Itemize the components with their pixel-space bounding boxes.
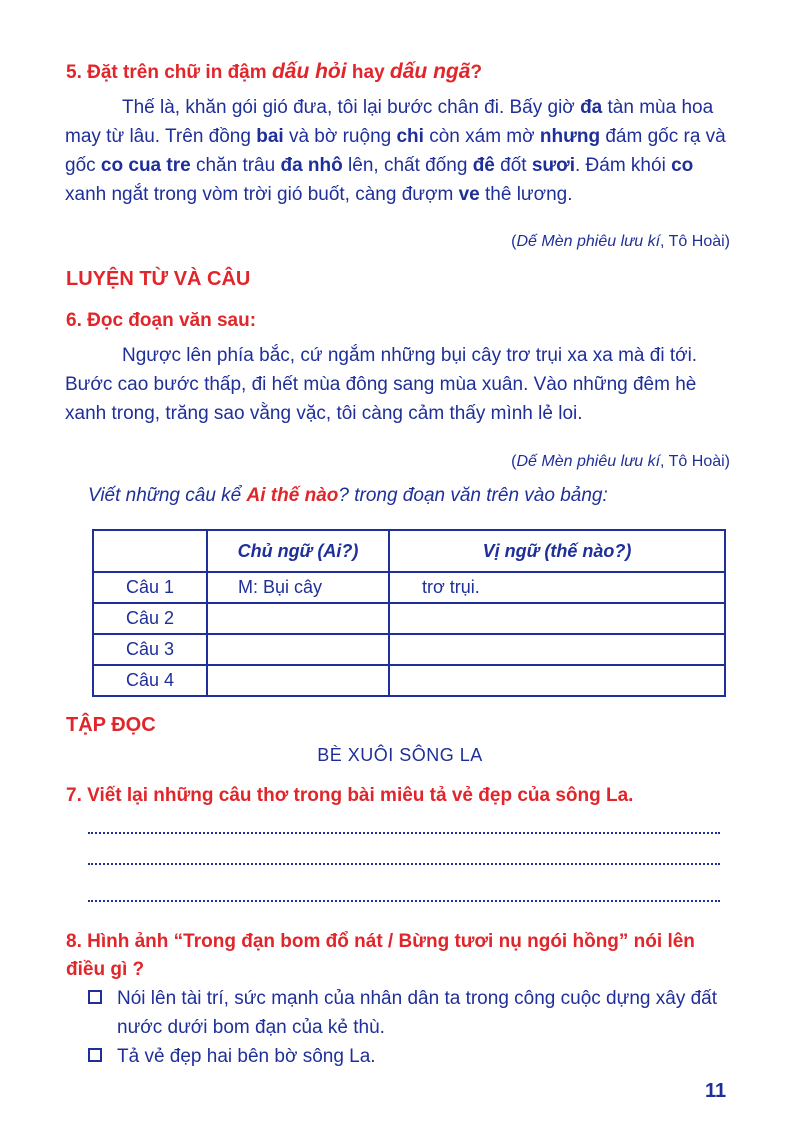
- source-author: , Tô Hoài): [660, 233, 730, 250]
- table-row: [93, 572, 725, 603]
- source-title: Dế Mèn phiêu lưu kí: [516, 453, 661, 470]
- passage-text: đốt: [494, 155, 532, 176]
- row-label: Câu 1: [93, 572, 207, 603]
- passage-text: . Đám khói: [574, 155, 672, 176]
- passage-1: [65, 93, 732, 209]
- poem-title: BÈ XUÔI SÔNG LA: [317, 745, 483, 765]
- q8-line-2: điều gì ?: [66, 959, 145, 980]
- question-5-heading: [66, 60, 482, 84]
- source-author: , Tô Hoài): [660, 453, 730, 470]
- row-label: Câu 2: [93, 603, 207, 634]
- page-number: 11: [705, 1080, 727, 1102]
- predicate-cell[interactable]: [389, 665, 725, 696]
- bold-word: ve: [458, 184, 480, 205]
- bold-word: nhưng: [539, 126, 601, 147]
- bold-word: chi: [396, 126, 424, 147]
- q8-line-1: 8. Hình ảnh “Trong đạn bom đổ nát / Bừng tươi nụ ngói hồng” nói lên: [66, 931, 695, 952]
- table-row: [93, 665, 725, 696]
- bold-word: sươi: [531, 155, 575, 176]
- source-title: Dế Mèn phiêu lưu kí: [516, 233, 661, 250]
- option-text: Nói lên tài trí, sức mạnh của nhân dân ta trong công cuộc dựng xây đất nước dưới bom đạn của kẻ thù.: [117, 988, 718, 1038]
- passage-text: lên, chất đống: [342, 155, 473, 176]
- passage-2-source: [400, 453, 730, 471]
- answer-line[interactable]: [88, 822, 720, 834]
- bold-word: bai: [256, 126, 284, 147]
- row-label: Câu 4: [93, 665, 207, 696]
- bold-word: đa nhô: [280, 155, 343, 176]
- table-header-row: [93, 530, 725, 572]
- passage-2: Ngược lên phía bắc, cứ ngắm những bụi cây trơ trụi xa xa mà đi tới. Bước cao bước thấp, đi hết mùa đông sang mùa xuân. Vào những đêm hè xanh trong, trăng sao vằng vặc, tôi càng cảm thấy mình lẻ loi.: [65, 345, 698, 424]
- answer-table: [92, 529, 726, 697]
- subject-cell[interactable]: M: Bụi cây: [207, 572, 389, 603]
- bold-word: đê: [472, 155, 495, 176]
- passage-text: còn xám mờ: [423, 126, 540, 147]
- section-heading-ltvc: LUYỆN TỪ VÀ CÂU: [66, 268, 251, 290]
- table-row: [93, 603, 725, 634]
- q5-mid: hay: [351, 62, 385, 83]
- q5-keyword-nga: dấu ngã: [389, 60, 471, 83]
- instruction-text: Viết những câu kể: [88, 485, 247, 506]
- option-text: Tả vẻ đẹp hai bên bờ sông La.: [117, 1046, 376, 1067]
- table-header-empty: [93, 530, 207, 572]
- q5-keyword-hoi: dấu hỏi: [271, 60, 347, 83]
- answer-line[interactable]: [88, 890, 720, 902]
- bold-word: đa: [580, 97, 603, 118]
- predicate-cell[interactable]: [389, 634, 725, 665]
- question-8-heading: [66, 928, 746, 984]
- passage-text: thê lương.: [479, 184, 573, 205]
- passage-text: đám gốc rạ và gốc: [65, 126, 726, 176]
- q5-end: ?: [470, 62, 483, 83]
- passage-text: tàn mùa hoa may từ lâu. Trên đồng: [65, 97, 714, 147]
- bold-word: co cua tre: [100, 155, 191, 176]
- predicate-cell[interactable]: [389, 603, 725, 634]
- passage-text: và bờ ruộng: [283, 126, 397, 147]
- row-label: Câu 3: [93, 634, 207, 665]
- passage-text: chăn trâu: [190, 155, 281, 176]
- checkbox[interactable]: [88, 1048, 102, 1062]
- instruction-text: ? trong đoạn văn trên vào bảng:: [338, 485, 608, 506]
- question-6-heading: 6. Đọc đoạn văn sau:: [66, 310, 257, 331]
- passage-text: Thế là, khăn gói gió đưa, tôi lại bước chân đi. Bấy giờ: [122, 97, 581, 118]
- source-paren: (: [511, 453, 517, 470]
- subject-cell[interactable]: [207, 634, 389, 665]
- subject-cell[interactable]: [207, 603, 389, 634]
- source-paren: (: [511, 233, 517, 250]
- subject-cell[interactable]: [207, 665, 389, 696]
- predicate-cell[interactable]: trơ trụi.: [389, 572, 725, 603]
- q5-lead: Đặt trên chữ in đậm: [87, 62, 267, 83]
- checkbox[interactable]: [88, 990, 102, 1004]
- q8-option-2[interactable]: [88, 1042, 738, 1071]
- table-header-subject: Chủ ngữ (Ai?): [207, 530, 389, 572]
- table-header-predicate: Vị ngữ (thế nào?): [389, 530, 725, 572]
- table-row: [93, 634, 725, 665]
- question-7-heading: 7. Viết lại những câu thơ trong bài miêu tả vẻ đẹp của sông La.: [66, 785, 634, 806]
- section-heading-tapdoc: TẬP ĐỌC: [66, 714, 156, 736]
- bold-word: co: [671, 155, 694, 176]
- answer-line[interactable]: [88, 853, 720, 865]
- instruction-keyword: Ai thế nào: [246, 485, 339, 506]
- passage-text: xanh ngắt trong vòm trời gió buốt, càng đượm: [65, 184, 459, 205]
- passage-1-source: [400, 233, 730, 251]
- q8-option-1[interactable]: [88, 984, 738, 1042]
- q5-number: 5.: [66, 62, 82, 83]
- q6-instruction: [88, 485, 608, 507]
